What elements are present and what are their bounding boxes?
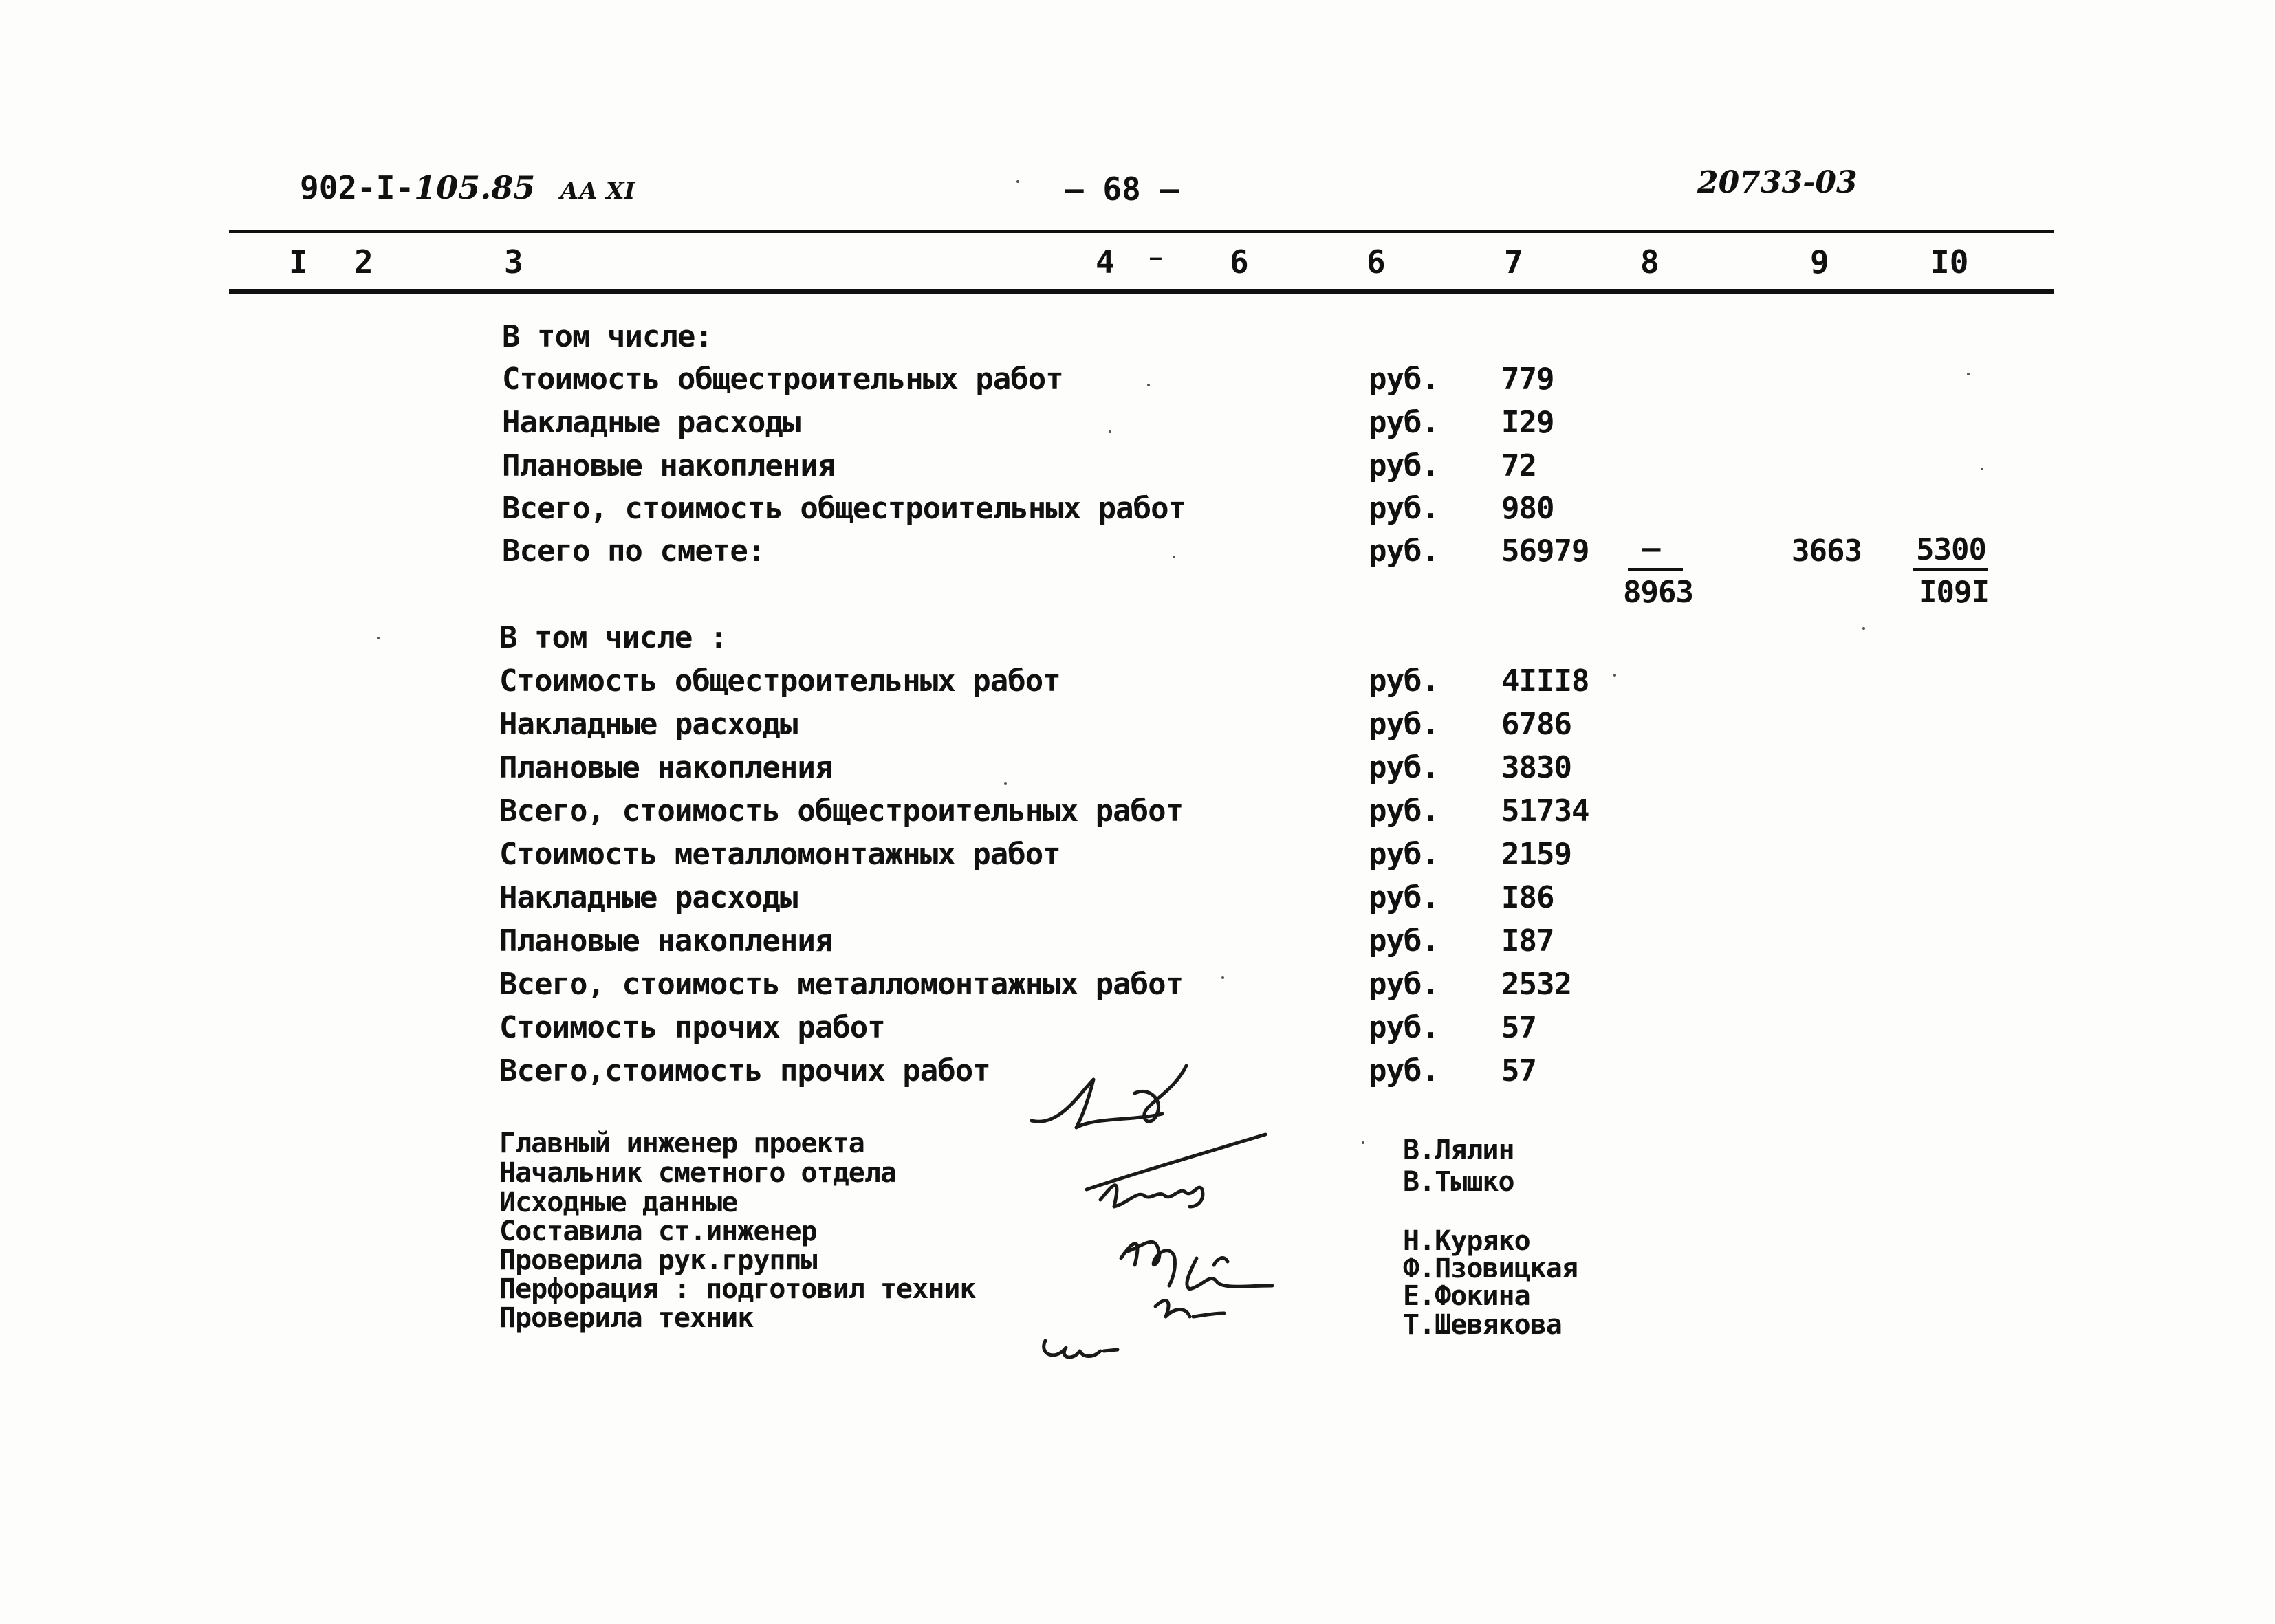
scan-speck: [1004, 782, 1007, 785]
scan-speck: [1967, 373, 1970, 375]
scan-speck: [1613, 674, 1616, 677]
row-value: 2159: [1501, 837, 1571, 872]
row-label: Стоимость общестроительных работ: [502, 362, 1063, 397]
table-row: [0, 967, 2275, 1008]
signature-5: [1155, 1301, 1224, 1317]
column-number-9: 9: [1810, 243, 1829, 281]
table-row: [0, 405, 2275, 446]
signature-role: Проверила рук.группы: [499, 1244, 817, 1276]
archive-number: 20733-03: [1697, 165, 1858, 200]
scan-speck: [1173, 556, 1175, 558]
page-number: – 68 –: [1065, 171, 1179, 208]
scan-speck: [1981, 468, 1983, 470]
row-label: Плановые накопления: [499, 923, 833, 958]
total-col8-numerator: –: [1642, 531, 1660, 566]
table-row: [0, 923, 2275, 965]
column-number-8: 8: [1640, 243, 1659, 281]
table-row: [0, 362, 2275, 403]
column-number-1: I: [289, 243, 308, 281]
row-label: Всего, стоимость общестроительных работ: [499, 793, 1184, 829]
signatory-name: Т.Шевякова: [1403, 1309, 1562, 1341]
table-row: [0, 663, 2275, 705]
row-unit: руб.: [1369, 663, 1439, 699]
header-rule-top: [229, 230, 2054, 233]
row-value: 6786: [1501, 707, 1571, 742]
scan-speck: [1147, 384, 1150, 386]
table-row: [0, 448, 2275, 490]
scan-speck: [1362, 1141, 1364, 1144]
signature-role: Исходные данные: [499, 1187, 738, 1218]
total-col10-denominator: I09I: [1919, 575, 1989, 610]
table-row: [0, 491, 2275, 532]
row-unit: руб.: [1369, 362, 1439, 397]
total-col9-value: 3663: [1792, 534, 1862, 569]
row-value: 57: [1501, 1010, 1536, 1045]
signature-role: Начальник сметного отдела: [499, 1157, 897, 1189]
section1-heading: В том числе:: [502, 319, 712, 354]
row-label: Всего, стоимость металломонтажных работ: [499, 967, 1184, 1002]
row-value: I87: [1501, 923, 1554, 958]
row-value: 4III8: [1501, 663, 1589, 699]
row-unit: руб.: [1369, 707, 1439, 742]
table-row: [0, 837, 2275, 878]
signature-2: [1087, 1134, 1265, 1207]
column-number-6: 6: [1367, 243, 1386, 281]
column-separator: –: [1150, 246, 1162, 269]
total-unit: руб.: [1369, 534, 1439, 569]
document-code-handwritten: 105.85: [414, 169, 536, 206]
handwritten-signatures: [1018, 1052, 1307, 1361]
column-number-3: 3: [504, 243, 523, 281]
total-col8-fraction-line: [1628, 568, 1683, 571]
signature-4: [1187, 1258, 1272, 1289]
row-value: 57: [1501, 1053, 1536, 1088]
row-unit: руб.: [1369, 405, 1439, 440]
row-label: Плановые накопления: [499, 750, 833, 785]
row-label: Всего,стоимость прочих работ: [499, 1053, 990, 1088]
row-value: 980: [1501, 491, 1554, 526]
row-label: Стоимость прочих работ: [499, 1010, 885, 1045]
signatory-name: Е.Фокина: [1403, 1280, 1530, 1312]
signatory-name: Н.Куряко: [1403, 1225, 1530, 1257]
row-unit: руб.: [1369, 448, 1439, 483]
row-unit: руб.: [1369, 967, 1439, 1002]
total-value: 56979: [1501, 534, 1589, 569]
document-code: [300, 169, 635, 206]
table-row: [0, 880, 2275, 921]
row-label: Стоимость металломонтажных работ: [499, 837, 1060, 872]
signatory-name: В.Лялин: [1403, 1134, 1514, 1166]
total-col10-fraction-line: [1913, 568, 1988, 571]
row-unit: руб.: [1369, 923, 1439, 958]
row-unit: руб.: [1369, 1010, 1439, 1045]
table-row: [0, 707, 2275, 748]
scan-speck: [1221, 976, 1224, 979]
document-code-suffix: АА XI: [559, 177, 635, 205]
document-code-printed: 902-I-: [300, 169, 415, 206]
section2-heading: В том числе :: [499, 620, 728, 655]
column-number-7: 7: [1504, 243, 1523, 281]
scan-speck: [1016, 180, 1019, 183]
header-rule-bottom: [229, 289, 2054, 294]
scan-speck: [1862, 627, 1865, 630]
signature-1: [1032, 1066, 1186, 1128]
signature-3: [1121, 1242, 1175, 1286]
scan-speck: [377, 637, 380, 639]
row-value: 779: [1501, 362, 1554, 397]
table-row: [0, 793, 2275, 835]
signature-role: Составила ст.инженер: [499, 1216, 817, 1247]
table-row: [0, 750, 2275, 791]
total-col8-denominator: 8963: [1623, 575, 1693, 610]
row-label: Стоимость общестроительных работ: [499, 663, 1060, 699]
signatory-name: В.Тышко: [1403, 1166, 1514, 1198]
row-label: Накладные расходы: [499, 707, 798, 742]
row-value: 3830: [1501, 750, 1571, 785]
row-unit: руб.: [1369, 837, 1439, 872]
signatory-name: Ф.Пзовицкая: [1403, 1253, 1578, 1284]
row-label: Плановые накопления: [502, 448, 836, 483]
row-unit: руб.: [1369, 793, 1439, 829]
column-number-4: 4: [1096, 243, 1115, 281]
table-row: [0, 1010, 2275, 1051]
signature-role: Главный инженер проекта: [499, 1128, 864, 1159]
total-label: Всего по смете:: [502, 534, 765, 569]
column-number-2: 2: [354, 243, 373, 281]
row-label: Всего, стоимость общестроительных работ: [502, 491, 1186, 526]
row-unit: руб.: [1369, 491, 1439, 526]
row-value: I29: [1501, 405, 1554, 440]
column-number-5: 6: [1230, 243, 1249, 281]
signature-role: Проверила техник: [499, 1302, 754, 1334]
row-value: 72: [1501, 448, 1536, 483]
signature-role: Перфорация : подготовил техник: [499, 1273, 976, 1305]
signature-6: [1044, 1341, 1118, 1357]
row-unit: руб.: [1369, 1053, 1439, 1088]
total-col10-numerator: 5300: [1916, 532, 1986, 567]
row-unit: руб.: [1369, 750, 1439, 785]
row-value: 51734: [1501, 793, 1589, 829]
row-unit: руб.: [1369, 880, 1439, 915]
row-value: I86: [1501, 880, 1554, 915]
row-value: 2532: [1501, 967, 1571, 1002]
scan-speck: [1109, 430, 1111, 433]
row-label: Накладные расходы: [502, 405, 801, 440]
column-number-10: I0: [1930, 243, 1969, 281]
row-label: Накладные расходы: [499, 880, 798, 915]
